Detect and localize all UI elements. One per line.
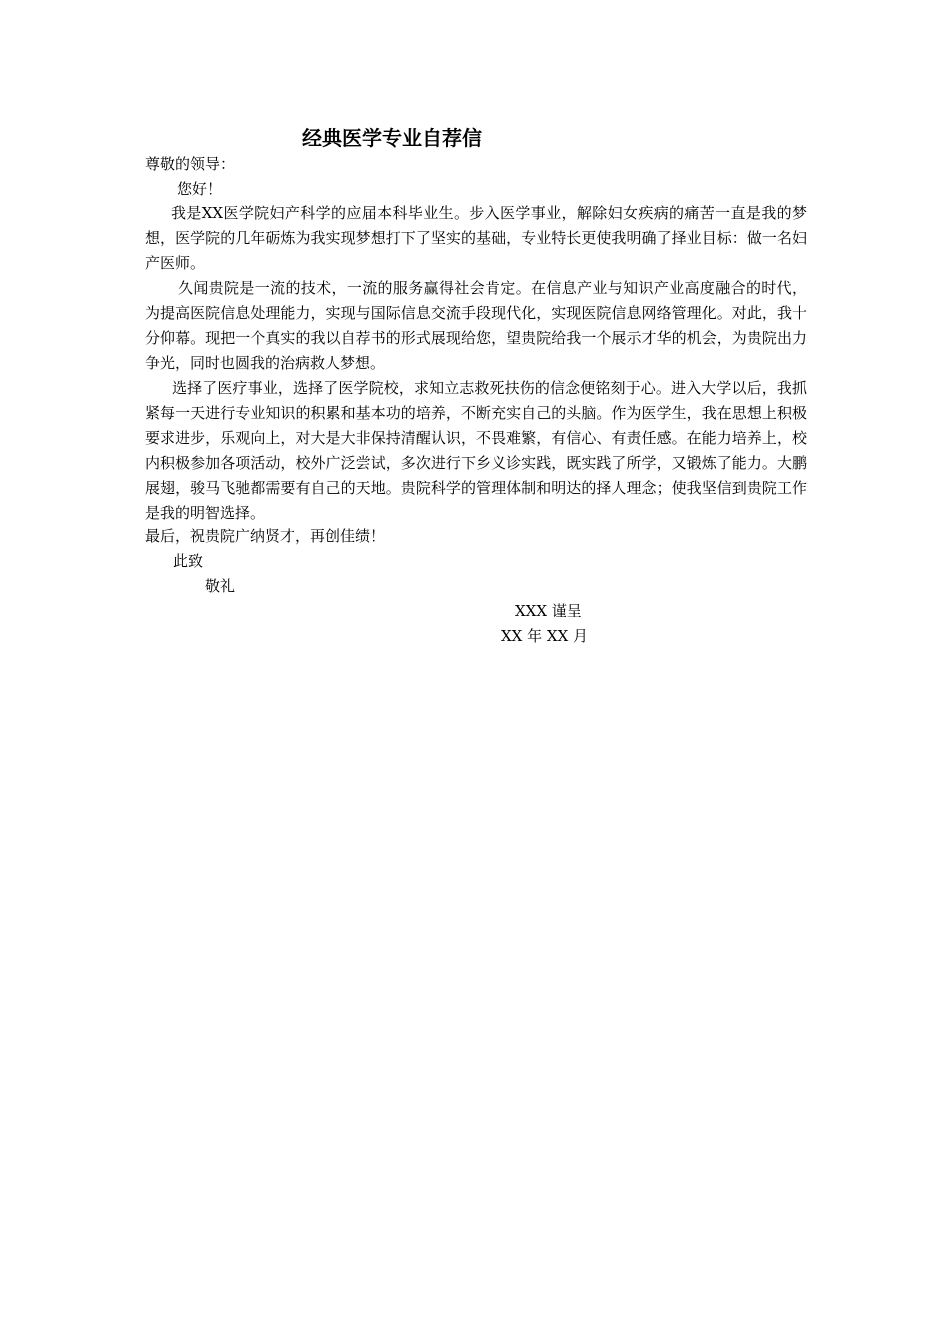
document-title: 经典医学专业自荐信 [302, 126, 482, 150]
salutation: 尊敬的领导： [145, 155, 236, 173]
date-line: XX 年 XX 月 [501, 627, 589, 645]
body-paragraph: 久闻贵院是一流的技术，一流的服务赢得社会肯定。在信息产业与知识产业高度融合的时代，为提高医院信息处理能力，实现与国际信息交流手段现代化，实现医院信息网络管理化。对此，我十分仰幕。现把一个真实的我以自荐书的形式展现给您，望贵院给我一个展示才华的机会，为贵院出力争光，同时也圆我的治病救人梦想。 [145, 279, 807, 372]
closing-line: 最后，祝贵院广纳贤才，再创佳绩！ [145, 527, 386, 545]
body-paragraph: 我是XX医学院妇产科学的应届本科毕业生。步入医学事业，解除妇女疾病的痛苦一直是我的梦想，医学院的几年砺炼为我实现梦想打下了坚实的基础，专业特长更使我明确了择业目标：做一名妇产医师。 [145, 204, 807, 272]
greeting: 您好！ [177, 180, 223, 198]
signature: XXX 谨呈 [515, 602, 582, 620]
body-paragraph: 选择了医疗事业，选择了医学院校，求知立志救死扶伤的信念便铭刻于心。进入大学以后，我抓紧每一天进行专业知识的积累和基本功的培养，不断充实自己的头脑。作为医学生，我在思想上积极要求进步，乐观向上，对大是大非保持清醒认识，不畏难繁，有信心、有责任感。在能力培养上，校内积极参加各项活动，校外广泛尝试，多次进行下乡义诊实践，既实践了所学，又锻炼了能力。大鹏展翅，骏马飞驰都需要有自己的天地。贵院科学的管理体制和明达的择人理念；使我坚信到贵院工作是我的明智选择。 [145, 379, 807, 522]
closing-cizhi: 此致 [173, 552, 204, 570]
closing-jingli: 敬礼 [205, 577, 236, 595]
